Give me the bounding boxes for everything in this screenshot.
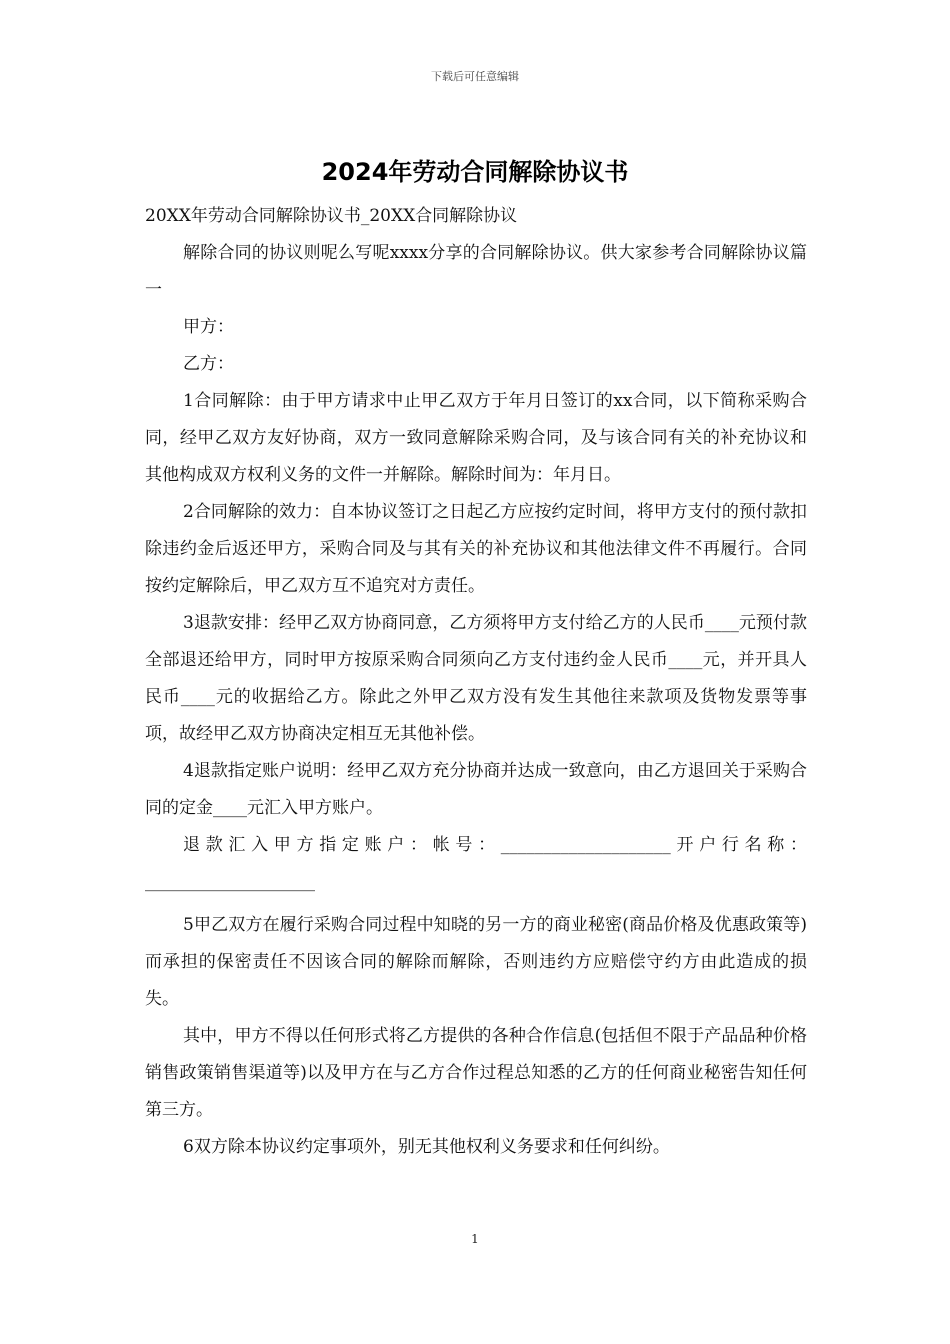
account-info-paragraph: 退款汇入甲方指定账户：帐号：____________________开户行名称：____________________ [145, 835, 807, 892]
clause-1-paragraph: 1合同解除：由于甲方请求中止甲乙双方于年月日签订的xx合同，以下简称采购合同，经甲乙双方友好协商，双方一致同意解除采购合同，及与该合同有关的补充协议和其他构成双方权利义务的文件一并解除。解除时间为：年月日。 [145, 391, 807, 485]
clause-6-paragraph: 6双方除本协议约定事项外，别无其他权利义务要求和任何纠纷。 [183, 1137, 670, 1157]
subtitle-line: 20XX年劳动合同解除协议书_20XX合同解除协议 [145, 206, 518, 226]
confidentiality-paragraph: 其中，甲方不得以任何形式将乙方提供的各种合作信息(包括但不限于产品品种价格销售政策销售渠道等)以及甲方在与乙方合作过程总知悉的乙方的任何商业秘密告知任何第三方。 [145, 1026, 807, 1120]
document-title: 2024年劳动合同解除协议书 [321, 158, 629, 186]
document-body [145, 198, 807, 1166]
header-note: 下载后可任意编辑 [431, 70, 519, 83]
page-number: 1 [471, 1232, 479, 1246]
clause-5-paragraph: 5甲乙双方在履行采购合同过程中知晓的另一方的商业秘密(商品价格及优惠政策等)而承担的保密责任不因该合同的解除而解除，否则违约方应赔偿守约方由此造成的损失。 [145, 915, 807, 1009]
intro-paragraph: 解除合同的协议则呢么写呢xxxx分享的合同解除协议。供大家参考合同解除协议篇一 [145, 243, 807, 300]
clause-4-paragraph: 4退款指定账户说明：经甲乙双方充分协商并达成一致意向，由乙方退回关于采购合同的定金____元汇入甲方账户。 [145, 761, 807, 818]
party-a-line: 甲方： [183, 317, 234, 337]
clause-2-paragraph: 2合同解除的效力：自本协议签订之日起乙方应按约定时间，将甲方支付的预付款扣除违约金后返还甲方，采购合同及与其有关的补充协议和其他法律文件不再履行。合同按约定解除后，甲乙双方互不追究对方责任。 [145, 502, 807, 596]
clause-3-paragraph: 3退款安排：经甲乙双方协商同意，乙方须将甲方支付给乙方的人民币____元预付款全部退还给甲方，同时甲方按原采购合同须向乙方支付违约金人民币____元，并开具人民币____元的收据给乙方。除此之外甲乙双方没有发生其他往来款项及货物发票等事项，故经甲乙双方协商决定相互无其他补偿。 [145, 613, 807, 744]
party-b-line: 乙方： [183, 354, 234, 374]
